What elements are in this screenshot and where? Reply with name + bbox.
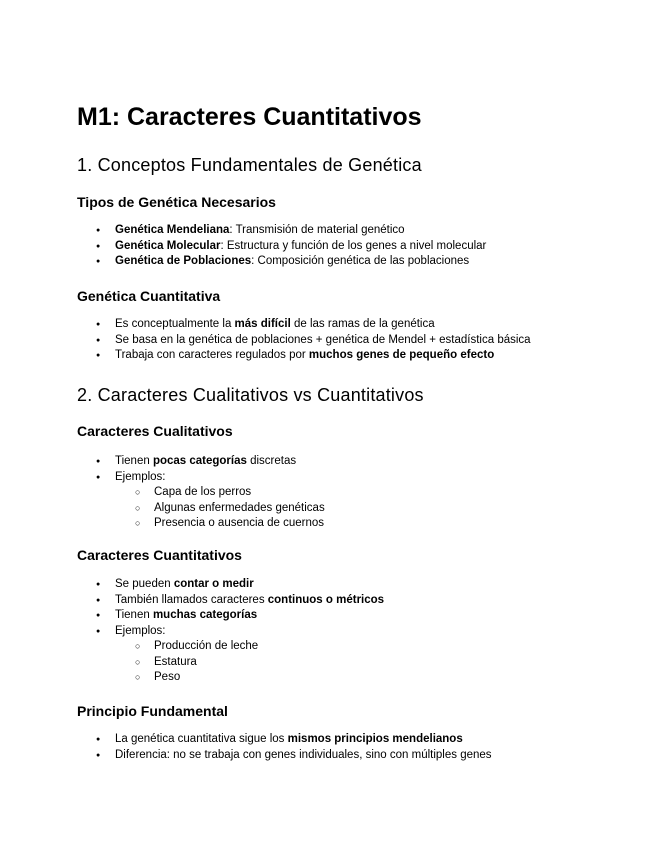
list-item: ● Tienen muchas categorías — [77, 608, 384, 624]
list-principio — [77, 732, 492, 763]
sub-list-item: ○ Presencia o ausencia de cuernos — [77, 516, 325, 532]
list-genetica-cuantitativa — [77, 317, 531, 364]
list-item: ● También llamados caracteres continuos o métricos — [77, 593, 384, 609]
list-item: ● Genética Molecular: Estructura y función de los genes a nivel molecular — [77, 239, 486, 255]
list-item: ● Se pueden contar o medir — [77, 577, 384, 593]
list-item: ● Ejemplos: — [77, 470, 325, 486]
list-tipos — [77, 223, 486, 270]
list-item: ● Genética de Poblaciones: Composición genética de las poblaciones — [77, 254, 486, 270]
list-item: ● Trabaja con caracteres regulados por muchos genes de pequeño efecto — [77, 348, 531, 364]
sub-list-item: ○ Peso — [77, 670, 384, 686]
sub-list-item: ○ Capa de los perros — [77, 485, 325, 501]
sub-list-item: ○ Producción de leche — [77, 639, 384, 655]
subheading-genetica-cuantitativa: Genética Cuantitativa — [77, 288, 221, 304]
subheading-tipos: Tipos de Genética Necesarios — [77, 194, 276, 210]
section-1-heading: 1. Conceptos Fundamentales de Genética — [77, 155, 422, 175]
list-item: ● Ejemplos: — [77, 624, 384, 640]
list-item: ● Diferencia: no se trabaja con genes individuales, sino con múltiples genes — [77, 748, 492, 764]
sub-list-item: ○ Algunas enfermedades genéticas — [77, 501, 325, 517]
page-title: M1: Caracteres Cuantitativos — [77, 103, 422, 131]
sub-list-item: ○ Estatura — [77, 655, 384, 671]
subheading-cuantitativos: Caracteres Cuantitativos — [77, 547, 242, 563]
list-item: ● Tienen pocas categorías discretas — [77, 454, 325, 470]
list-item: ● Genética Mendeliana: Transmisión de material genético — [77, 223, 486, 239]
subheading-cualitativos: Caracteres Cualitativos — [77, 423, 233, 439]
list-item: ● La genética cuantitativa sigue los mismos principios mendelianos — [77, 732, 492, 748]
subheading-principio: Principio Fundamental — [77, 703, 228, 719]
list-item: ● Es conceptualmente la más difícil de las ramas de la genética — [77, 317, 531, 333]
list-cualitativos — [77, 454, 325, 532]
list-cuantitativos — [77, 577, 384, 686]
section-2-heading: 2. Caracteres Cualitativos vs Cuantitativos — [77, 385, 424, 405]
list-item: ● Se basa en la genética de poblaciones + genética de Mendel + estadística básica — [77, 333, 531, 349]
